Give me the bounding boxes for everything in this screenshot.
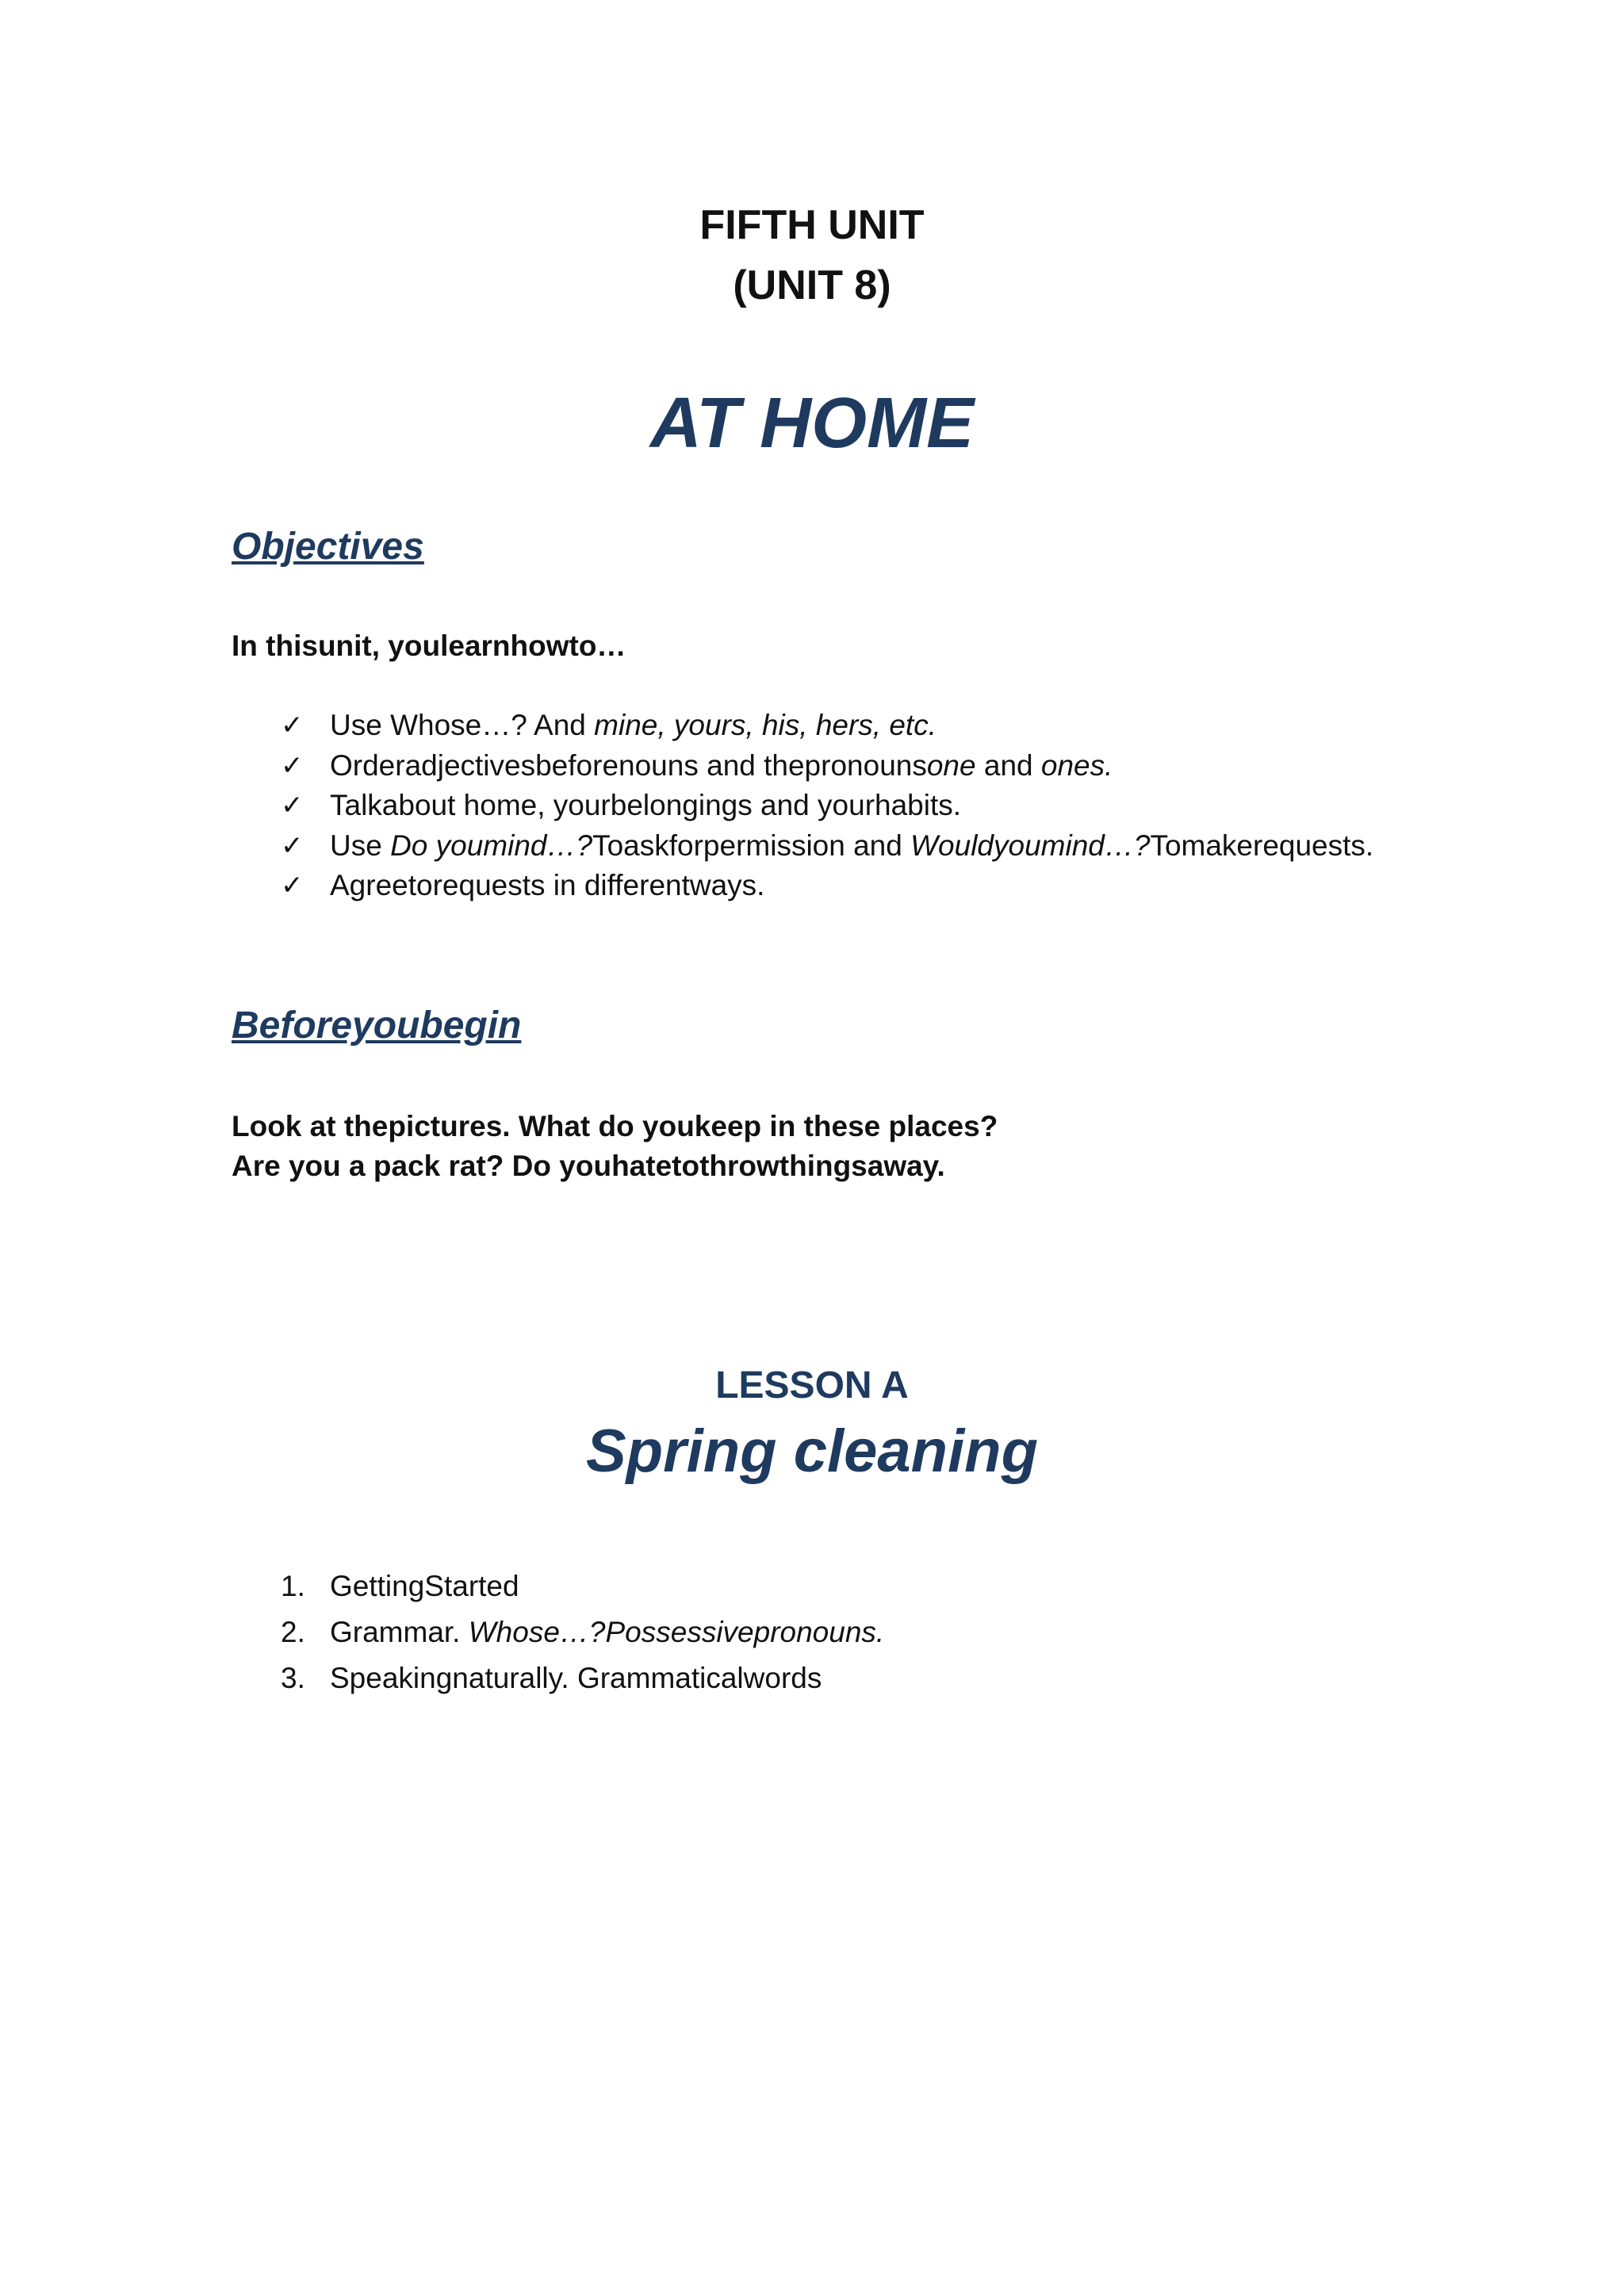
checkmark-icon: ✓ bbox=[281, 790, 304, 821]
checkmark-icon: ✓ bbox=[281, 749, 304, 782]
lesson-item-text: Speakingnaturally. Grammaticalwords bbox=[330, 1662, 822, 1694]
objective-text: Orderadjectivesbeforenouns and thepronounsone and ones. bbox=[330, 748, 1113, 782]
warmup-question-2: Are you a pack rat? Do youhatetothrowthingsaway. bbox=[232, 1150, 945, 1182]
unit-title-line1: FIFTH UNIT bbox=[699, 202, 925, 248]
lesson-title: Spring cleaning bbox=[585, 1418, 1039, 1485]
warmup-question-1: Look at thepictures. What do youkeep in these places? bbox=[232, 1110, 998, 1142]
objective-text: Talkabout home, yourbelongings and yourhabits. bbox=[330, 789, 962, 821]
checkmark-icon: ✓ bbox=[281, 710, 304, 741]
objective-text: Use Do youmind…?Toaskforpermission and Wouldyoumind…?Tomakerequests. bbox=[330, 828, 1374, 862]
objective-text: Agreetorequests in differentways. bbox=[330, 869, 765, 901]
objectives-intro: In thisunit, youlearnhowto… bbox=[232, 629, 626, 662]
checkmark-icon: ✓ bbox=[281, 829, 304, 862]
checkmark-icon: ✓ bbox=[281, 870, 304, 901]
lesson-item-text: Grammar. Whose…?Possessivepronouns. bbox=[330, 1616, 885, 1648]
lesson-label: LESSON A bbox=[715, 1364, 909, 1406]
objective-text: Use Whose…? And mine, yours, his, hers, etc. bbox=[330, 709, 936, 741]
page-title: AT HOME bbox=[649, 384, 975, 463]
unit-title-line2: (UNIT 8) bbox=[733, 262, 891, 308]
lesson-item-number: 1. bbox=[281, 1570, 305, 1602]
before-you-begin-heading: Beforeyoubegin bbox=[232, 1004, 522, 1047]
objectives-heading: Objectives bbox=[232, 526, 424, 568]
lesson-item-text: GettingStarted bbox=[330, 1570, 519, 1602]
lesson-item-number: 3. bbox=[281, 1662, 305, 1694]
lesson-item-number: 2. bbox=[281, 1616, 305, 1648]
